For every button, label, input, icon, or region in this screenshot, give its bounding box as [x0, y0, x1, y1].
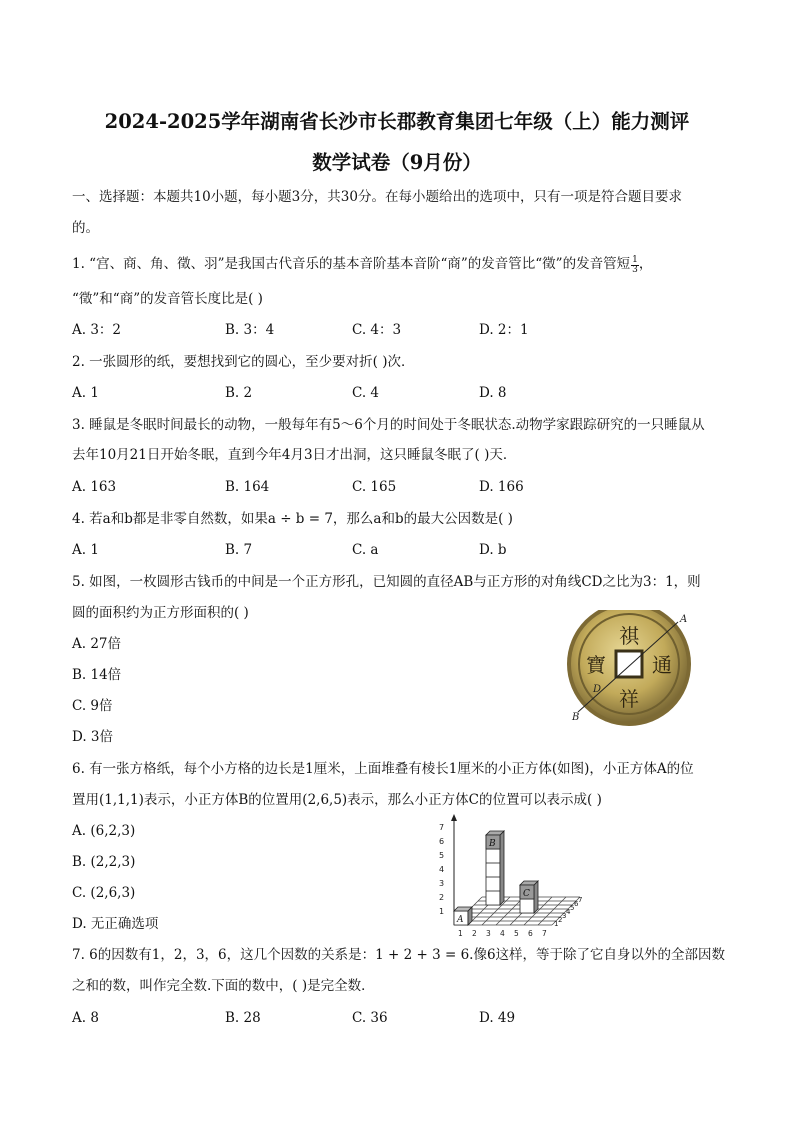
question-6-cont: 置用(1,1,1)表示，小正方体B的位置用(2,6,5)表示，那么小正方体C的位置可以表示成( ): [72, 792, 602, 808]
question-1-cont: “徵”和“商”的发音管长度比是( ): [72, 291, 263, 307]
z-tick-6: 6: [439, 837, 445, 846]
z-tick-1: 1: [439, 907, 445, 916]
q6-option-c[interactable]: C. (2,6,3): [72, 885, 136, 901]
z-tick-3: 3: [439, 879, 445, 888]
section-instructions: 一、选择题：本题共10小题，每小题3分，共30分。在每小题给出的选项中，只有一项是符合题目要求: [72, 189, 682, 205]
x-tick-2: 2: [472, 929, 477, 938]
q4-option-a[interactable]: A. 1: [72, 542, 99, 558]
y-tick-7: 7: [578, 896, 583, 904]
point-b-label: B: [572, 712, 580, 723]
section-instructions-cont: 的。: [72, 220, 99, 236]
y-tick-3: 3: [562, 912, 567, 920]
q2-option-c[interactable]: C. 4: [352, 385, 380, 401]
y-tick-4: 4: [566, 908, 571, 916]
q5-option-c[interactable]: C. 9倍: [72, 698, 113, 714]
q2-option-a[interactable]: A. 1: [72, 385, 99, 401]
q1-option-a[interactable]: A. 3：2: [72, 322, 122, 338]
question-5-cont: 圆的面积约为正方形面积的( ): [72, 605, 249, 621]
question-2: 2. 一张圆形的纸，要想找到它的圆心，至少要对折( )次．: [72, 354, 415, 370]
x-tick-1: 1: [458, 929, 463, 938]
coin-char-top: 祺: [619, 624, 639, 648]
z-tick-4: 4: [439, 865, 445, 874]
q6-option-a[interactable]: A. (6,2,3): [72, 823, 136, 839]
cube-a-label: A: [457, 915, 464, 925]
q6-option-b[interactable]: B. (2,2,3): [72, 854, 136, 870]
z-tick-5: 5: [439, 851, 445, 860]
q5-option-b[interactable]: B. 14倍: [72, 667, 122, 683]
y-tick-2: 2: [558, 916, 563, 924]
cube-b-label: B: [489, 839, 496, 849]
q7-option-c[interactable]: C. 36: [352, 1010, 388, 1026]
cube-a: [454, 907, 472, 925]
question-7: 7. 6的因数有1，2，3，6，这几个因数的关系是：1 + 2 + 3 = 6.像6这样，等于除了它自身以外的全部因数: [72, 947, 726, 963]
q2-option-d[interactable]: D. 8: [479, 385, 507, 401]
z-axis-arrow-icon: [451, 814, 457, 821]
x-tick-4: 4: [500, 929, 505, 938]
y-tick-1: 1: [554, 920, 559, 928]
question-1: 1. “宫、商、角、徵、羽”是我国古代音乐的基本音阶基本音阶“商”的发音管比“徵”的发音管短 $\frac{1}{3}$ ，: [72, 255, 653, 275]
question-5: 5. 如图，一枚圆形古钱币的中间是一个正方形孔，已知圆的直径AB与正方形的对角线CD之比为3：1，则: [72, 574, 701, 590]
x-tick-6: 6: [528, 929, 533, 938]
coin-char-bottom: 祥: [619, 687, 639, 711]
z-tick-2: 2: [439, 893, 445, 902]
question-3: 3. 睡鼠是冬眠时间最长的动物，一般每年有5～6个月的时间处于冬眠状态.动物学家跟踪研究的一只睡鼠从: [72, 417, 705, 433]
x-tick-3: 3: [486, 929, 491, 938]
q4-option-d[interactable]: D. b: [479, 542, 507, 558]
cube-grid-figure: [428, 812, 598, 942]
q1-option-d[interactable]: D. 2：1: [479, 322, 529, 338]
q7-option-a[interactable]: A. 8: [72, 1010, 99, 1026]
q1-option-c[interactable]: C. 4：3: [352, 322, 402, 338]
paper-title-line-1: 2024-2025学年湖南省长沙市长郡教育集团七年级（上）能力测评: [104, 110, 690, 133]
q3-option-a[interactable]: A. 163: [72, 479, 117, 495]
q2-option-b[interactable]: B. 2: [225, 385, 253, 401]
question-6: 6. 有一张方格纸，每个小方格的边长是1厘米，上面堆叠有棱长1厘米的小正方体(如图)，小正方体A的位: [72, 761, 694, 777]
question-7-cont: 之和的数，叫作完全数.下面的数中，( )是完全数．: [72, 978, 375, 994]
q7-option-b[interactable]: B. 28: [225, 1010, 261, 1026]
q7-option-d[interactable]: D. 49: [479, 1010, 516, 1026]
y-tick-6: 6: [574, 900, 579, 908]
coin-square-hole: [616, 651, 642, 677]
fraction-one-third: $\frac{1}{3}$: [632, 255, 638, 275]
ancient-coin-figure: [560, 610, 710, 728]
q1-option-b[interactable]: B. 3：4: [225, 322, 275, 338]
cube-c-label: C: [523, 889, 530, 899]
q6-option-d[interactable]: D. 无正确选项: [72, 916, 159, 932]
z-tick-7: 7: [439, 823, 445, 832]
point-d-label: D: [593, 684, 602, 695]
paper-title-line-2: 数学试卷（9月份）: [312, 151, 482, 174]
question-3-cont: 去年10月21日开始冬眠，直到今年4月3日才出洞，这只睡鼠冬眠了( )天．: [72, 447, 517, 463]
q3-option-b[interactable]: B. 164: [225, 479, 270, 495]
coin-char-left: 寶: [586, 653, 606, 677]
y-tick-5: 5: [570, 904, 575, 912]
x-tick-7: 7: [542, 929, 547, 938]
q3-option-c[interactable]: C. 165: [352, 479, 397, 495]
coin-char-right: 通: [652, 653, 672, 677]
q5-option-d[interactable]: D. 3倍: [72, 729, 114, 745]
q4-option-b[interactable]: B. 7: [225, 542, 253, 558]
question-4: 4. 若a和b都是非零自然数，如果a ÷ b = 7，那么a和b的最大公因数是( ): [72, 511, 513, 527]
question-1-text: 1. “宫、商、角、徵、羽”是我国古代音乐的基本音阶基本音阶“商”的发音管比“徵”的发音管短: [72, 256, 631, 272]
point-a-label: A: [680, 614, 688, 625]
q4-option-c[interactable]: C. a: [352, 542, 379, 558]
q3-option-d[interactable]: D. 166: [479, 479, 524, 495]
q5-option-a[interactable]: A. 27倍: [72, 636, 122, 652]
x-tick-5: 5: [514, 929, 519, 938]
